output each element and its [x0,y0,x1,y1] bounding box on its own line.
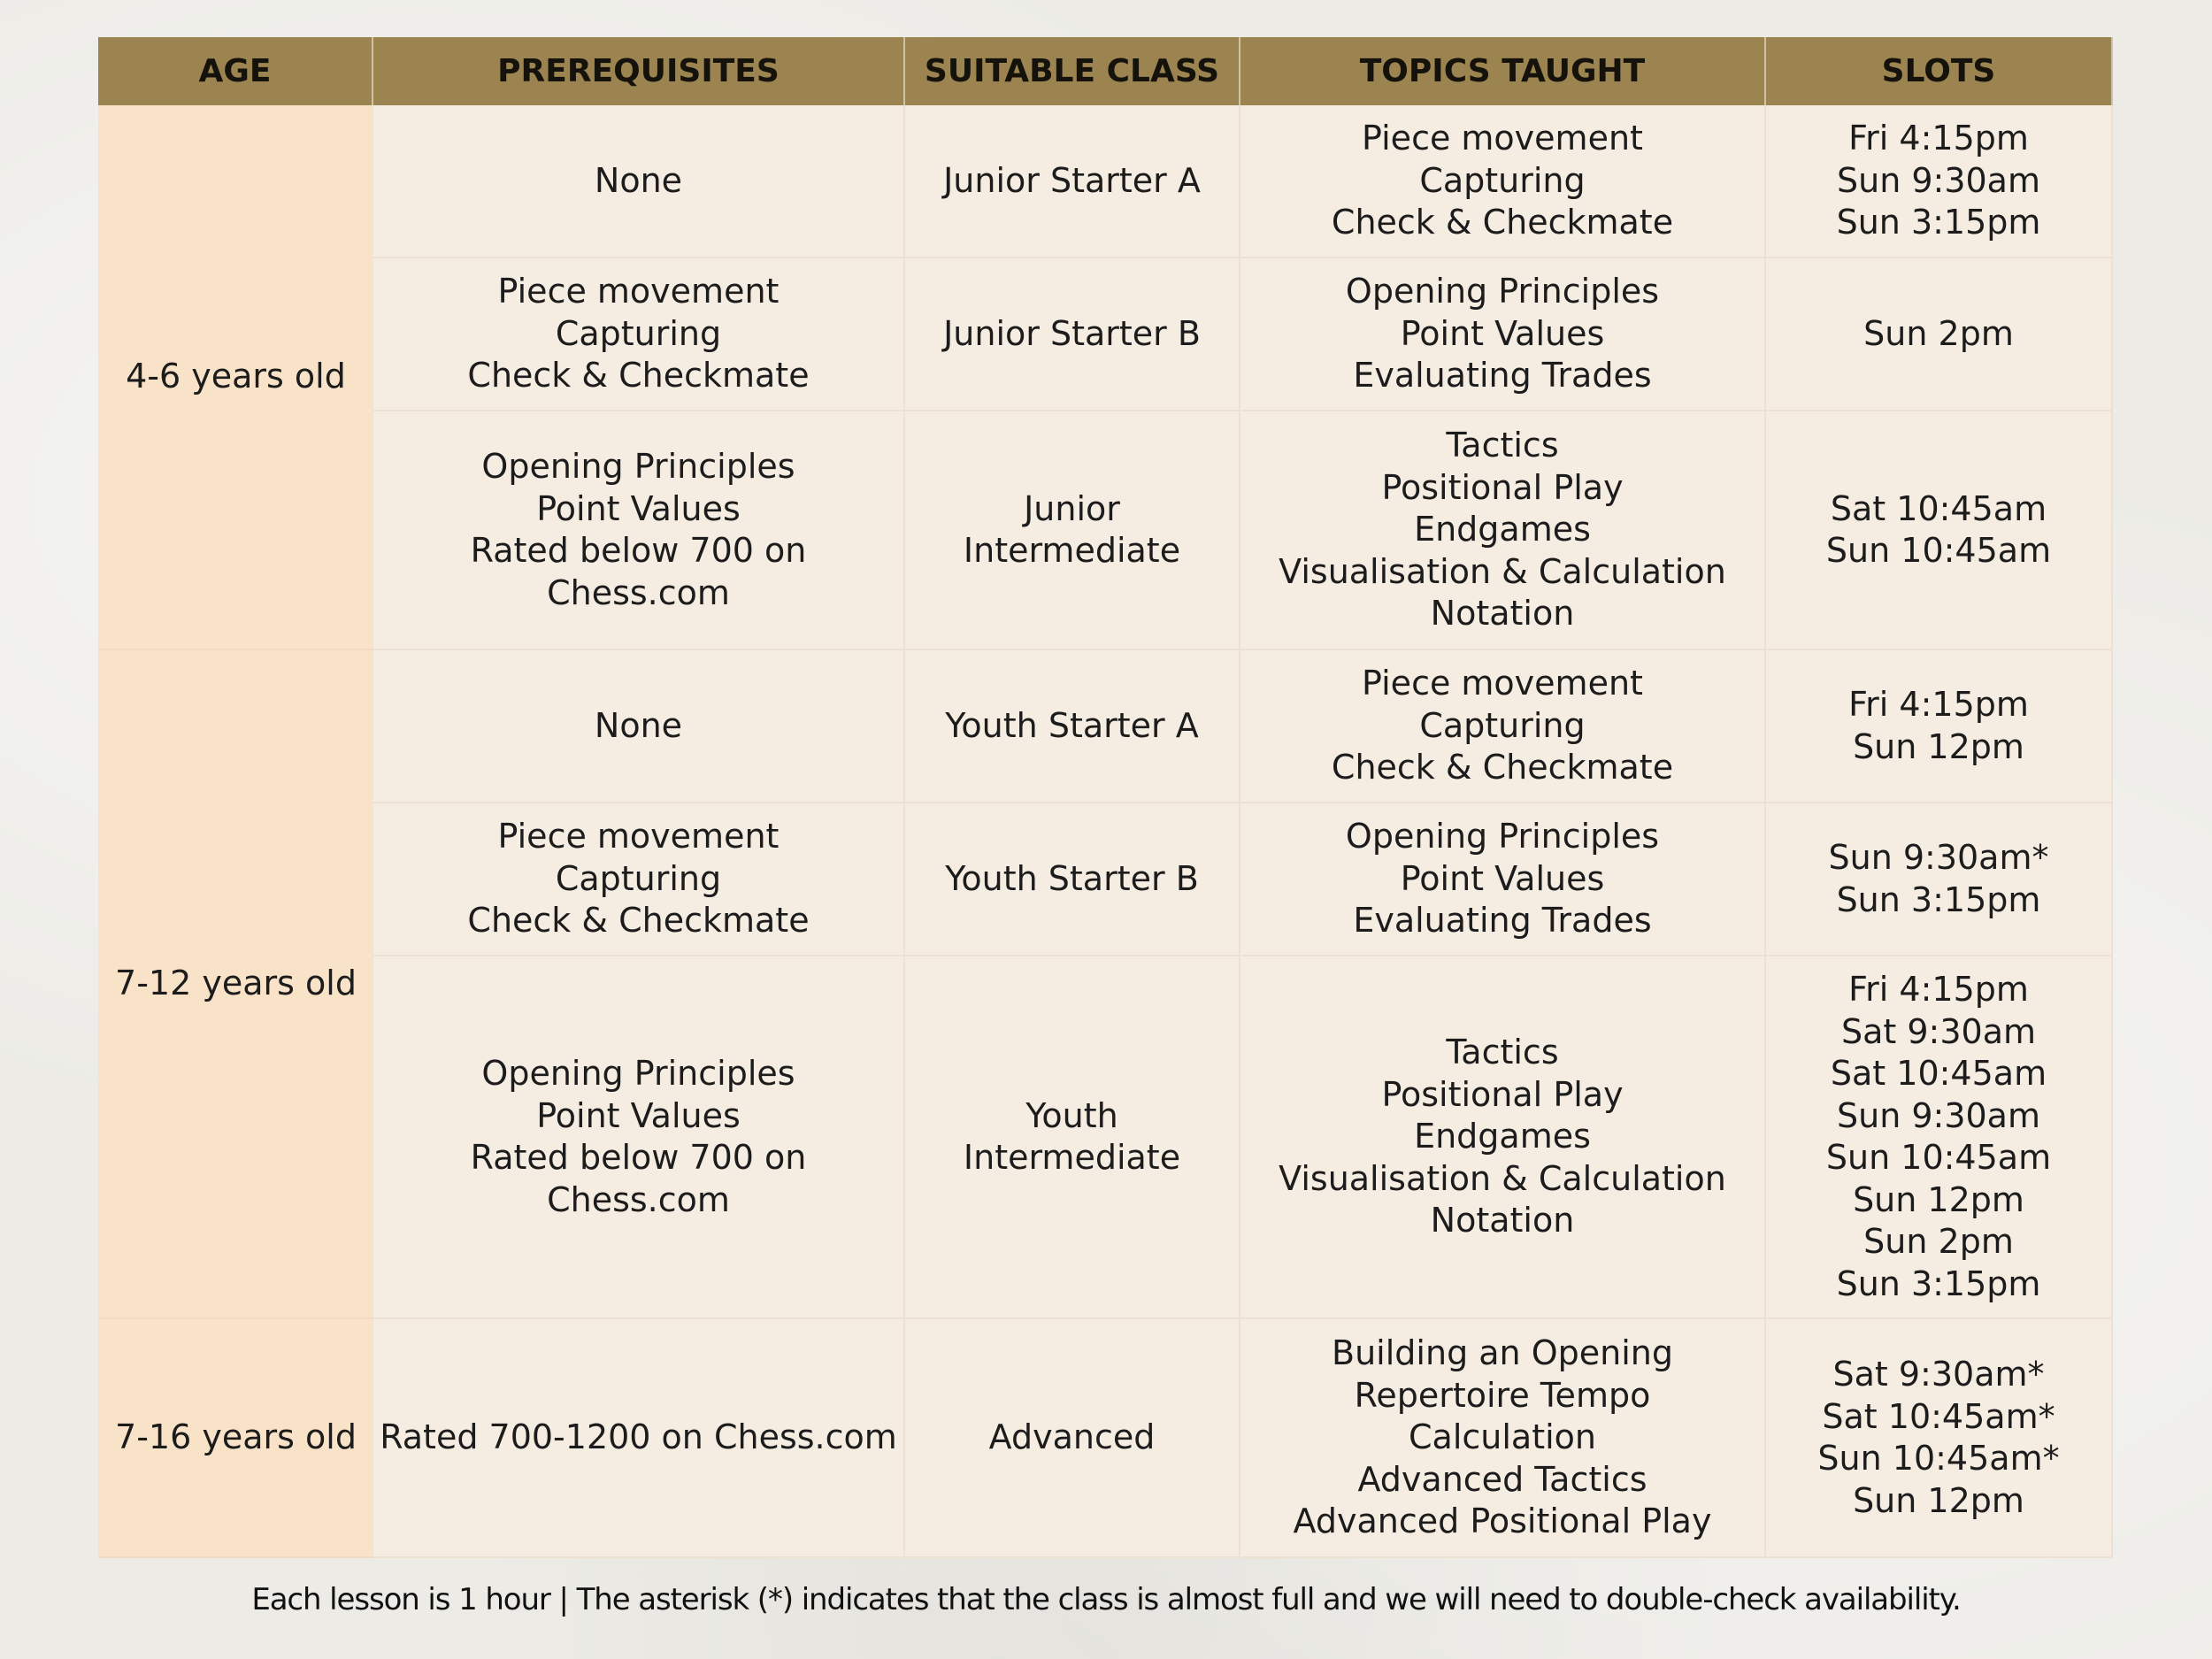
prerequisites-cell: Piece movement Capturing Check & Checkmate [373,258,905,411]
topics-cell: Tactics Positional Play Endgames Visualisation & Calculation Notation [1240,956,1766,1319]
prerequisites-cell: None [373,105,905,258]
suitable-class-cell: Youth Intermediate [905,956,1240,1319]
topics-cell: Opening Principles Point Values Evaluating Trades [1240,258,1766,411]
slots-cell: Sun 2pm [1766,258,2113,411]
slots-cell: Fri 4:15pm Sun 9:30am Sun 3:15pm [1766,105,2113,258]
slots-cell: Fri 4:15pm Sat 9:30am Sat 10:45am Sun 9:30am Sun 10:45am Sun 12pm Sun 2pm Sun 3:15pm [1766,956,2113,1319]
slots-cell: Sat 10:45am Sun 10:45am [1766,411,2113,650]
header-slots-label: SLOTS [1881,52,1996,89]
suitable-class-cell: Youth Starter B [905,803,1240,956]
prerequisites-cell: Piece movement Capturing Check & Checkmate [373,803,905,956]
suitable-class-cell: Junior Starter B [905,258,1240,411]
topics-cell: Tactics Positional Play Endgames Visualisation & Calculation Notation [1240,411,1766,650]
header-topics-taught [1240,37,1766,105]
age-group-4-6 [98,105,373,650]
prerequisites-cell: Opening Principles Point Values Rated below 700 on Chess.com [373,411,905,650]
topics-cell: Piece movement Capturing Check & Checkmate [1240,650,1766,803]
suitable-class-cell: Advanced [905,1319,1240,1558]
header-slots [1766,37,2113,105]
header-age [98,37,373,105]
header-prerequisites [373,37,905,105]
header-age-label: AGE [198,52,272,89]
topics-cell: Opening Principles Point Values Evaluating Trades [1240,803,1766,956]
header-prerequisites-label: PREREQUISITES [497,52,780,89]
age-group-label: 7-16 years old [115,1417,357,1457]
age-group-7-12 [98,650,373,1319]
class-schedule-table [98,37,2113,1558]
slots-cell: Sun 9:30am* Sun 3:15pm [1766,803,2113,956]
suitable-class-cell: Youth Starter A [905,650,1240,803]
header-suitable-class-label: SUITABLE CLASS [924,52,1220,89]
header-topics-taught-label: TOPICS TAUGHT [1359,52,1646,89]
header-suitable-class [905,37,1240,105]
prerequisites-cell: Opening Principles Point Values Rated below 700 on Chess.com [373,956,905,1319]
footnote: Each lesson is 1 hour | The asterisk (*) indicates that the class is almost full and we will need to double-check availability. [251,1582,1961,1617]
slots-cell: Fri 4:15pm Sun 12pm [1766,650,2113,803]
topics-cell: Building an Opening Repertoire Tempo Calculation Advanced Tactics Advanced Positional Play [1240,1319,1766,1558]
age-group-label: 4-6 years old [126,357,346,396]
age-group-label: 7-12 years old [115,964,357,1003]
age-group-7-16 [98,1319,373,1558]
prerequisites-cell: Rated 700-1200 on Chess.com [373,1319,905,1558]
suitable-class-cell: Junior Starter A [905,105,1240,258]
slots-cell: Sat 9:30am* Sat 10:45am* Sun 10:45am* Sun 12pm [1766,1319,2113,1558]
topics-cell: Piece movement Capturing Check & Checkmate [1240,105,1766,258]
suitable-class-cell: Junior Intermediate [905,411,1240,650]
prerequisites-cell: None [373,650,905,803]
